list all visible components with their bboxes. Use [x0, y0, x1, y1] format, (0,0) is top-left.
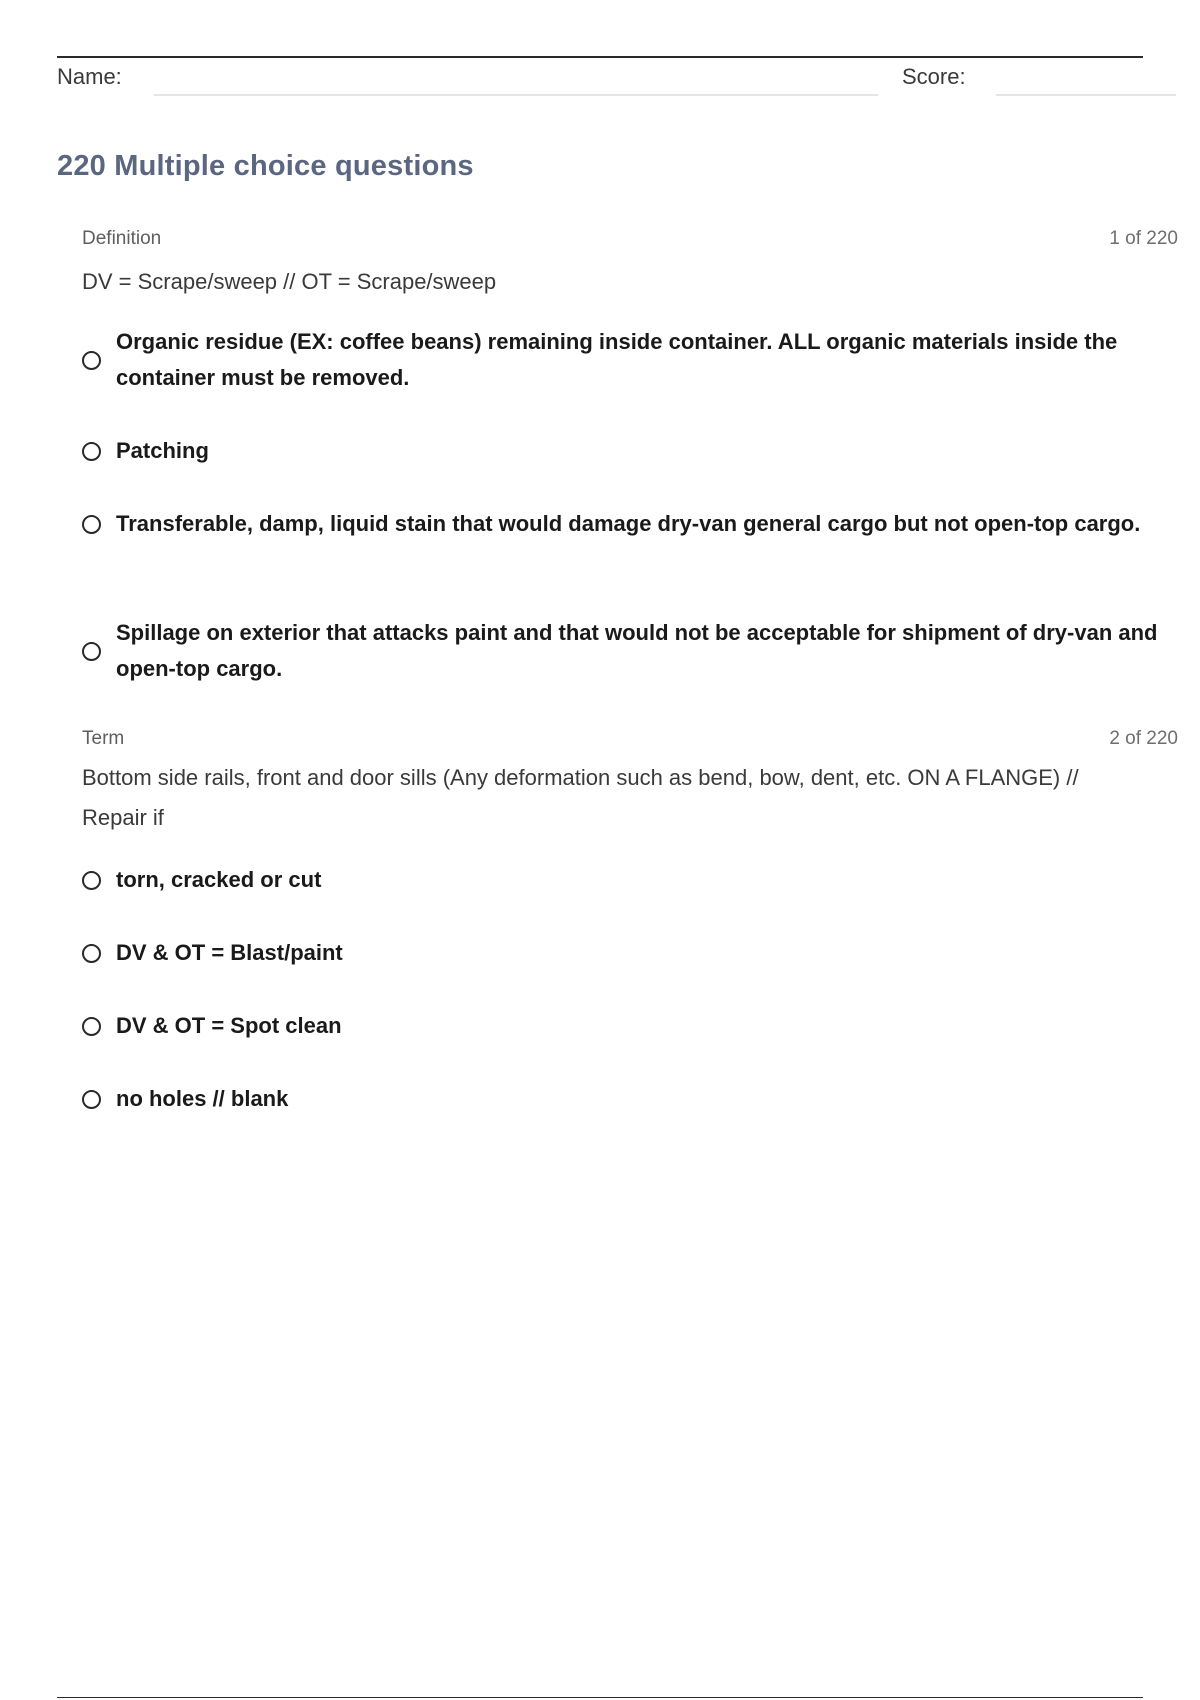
radio-button-icon[interactable] — [82, 944, 101, 963]
answer-option[interactable] — [82, 1008, 1178, 1044]
question-kind: Term — [82, 728, 125, 749]
question-prompt: DV = Scrape/sweep // OT = Scrape/sweep — [82, 269, 497, 294]
radio-button-icon[interactable] — [82, 1090, 101, 1109]
option-text: Patching — [116, 438, 209, 463]
score-field[interactable] — [996, 94, 1176, 96]
answer-option[interactable] — [82, 862, 1178, 898]
radio-button-icon[interactable] — [82, 351, 101, 370]
option-text: DV & OT = Spot clean — [116, 1013, 342, 1038]
question-counter: 2 of 220 — [1109, 728, 1178, 749]
radio-button-icon[interactable] — [82, 642, 101, 661]
question-kind: Definition — [82, 228, 162, 249]
radio-button-icon[interactable] — [82, 515, 101, 534]
option-text: Spillage on exterior that attacks paint and that would not be acceptable for shipment of dry-van and open-top cargo. — [116, 620, 1158, 681]
answer-option[interactable] — [82, 615, 1178, 687]
answer-option[interactable] — [82, 1081, 1178, 1117]
radio-button-icon[interactable] — [82, 871, 101, 890]
option-text: torn, cracked or cut — [116, 867, 322, 892]
page-title: 220 Multiple choice questions — [57, 150, 474, 182]
answer-option[interactable] — [82, 433, 1178, 469]
top-divider — [57, 56, 1143, 58]
radio-button-icon[interactable] — [82, 1017, 101, 1036]
answer-option[interactable] — [82, 935, 1178, 971]
option-text: Organic residue (EX: coffee beans) remaining inside container. ALL organic materials inside the container must be removed. — [116, 329, 1118, 390]
question-prompt: Bottom side rails, front and door sills (Any deformation such as bend, bow, dent, etc. ON A FLANGE) // Repair if — [82, 765, 1079, 830]
question-1 — [82, 228, 1178, 688]
radio-button-icon[interactable] — [82, 442, 101, 461]
name-field[interactable] — [154, 94, 878, 96]
option-text: no holes // blank — [116, 1086, 289, 1111]
name-label: Name: — [57, 64, 122, 89]
option-text: Transferable, damp, liquid stain that would damage dry-van general cargo but not open-top cargo. — [116, 511, 1141, 536]
question-counter: 1 of 220 — [1109, 228, 1178, 249]
answer-option[interactable] — [82, 324, 1178, 396]
answer-option[interactable] — [82, 506, 1178, 542]
option-text: DV & OT = Blast/paint — [116, 940, 343, 965]
question-2 — [82, 728, 1178, 1128]
bottom-divider — [57, 1697, 1143, 1698]
score-label: Score: — [902, 64, 966, 89]
